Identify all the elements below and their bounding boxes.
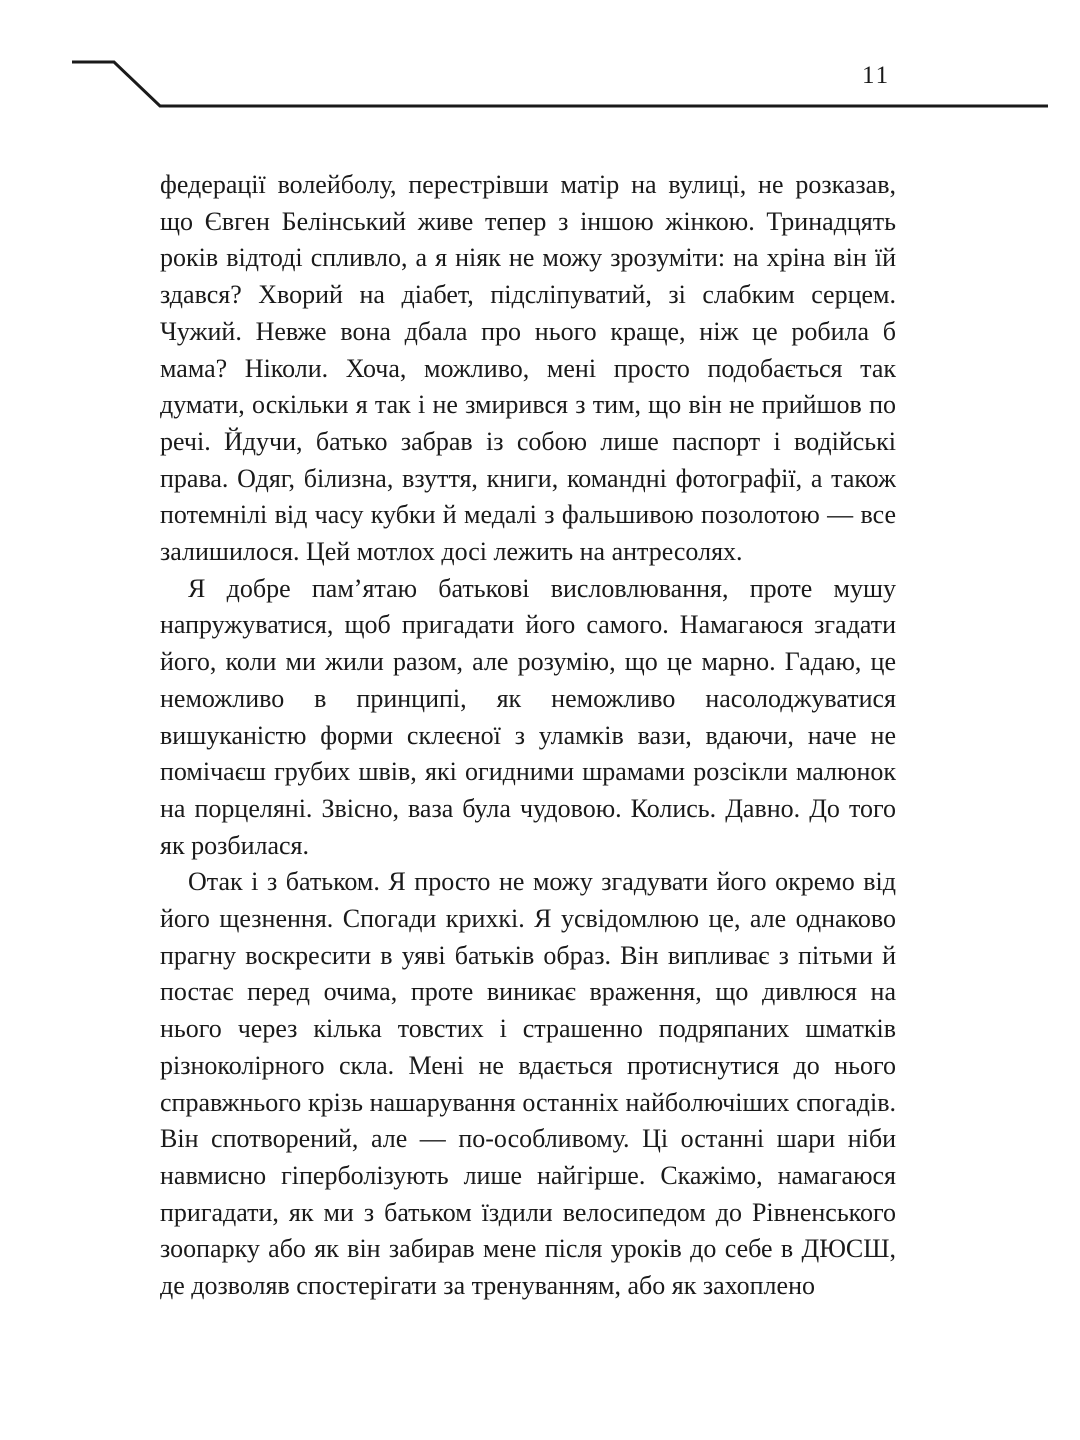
page-header xyxy=(0,0,1080,120)
paragraph-3: Отак і з батьком. Я просто не можу згадувати його окремо від його щезнення. Спогади крихкі. Я усвідомлюю це, але однаково прагну воскресити в уяві батьків образ. Він випливає з пітьми й постає перед очима, проте виникає враження, що дивлюся на нього через кілька товстих і страшенно подряпаних шматків різноколірного скла. Мені не вдається протиснутися до нього справжнього крізь нашарування останніх найболючіших спогадів. Він спотворений, але — по-особливому. Ці останні шари ніби навмисно гіперболізують лише найгірше. Скажімо, намагаюся пригадати, як ми з батьком їздили велосипедом до Рівненського зоопарку або як він забирав мене після уроків до себе в ДЮСШ, де дозволяв спостерігати за тренуванням, або як захоплено xyxy=(160,867,896,1301)
paragraph-1: федерації волейболу, перестрівши матір на вулиці, не розказав, що Євген Белінський живе тепер з іншою жінкою. Тринадцять років відтоді спливло, а я ніяк не можу зрозуміти: на хріна він їй здався? Хворий на діабет, підсліпуватий, зі слабким серцем. Чужий. Невже вона дбала про нього краще, ніж це робила б мама? Ніколи. Хоча, можливо, мені просто подобається так думати, оскільки я так і не змирився з тим, що він не прийшов по речі. Йдучи, батько забрав із собою лише паспорт і водійські права. Одяг, білизна, взуття, книги, командні фотографії, а також потемнілі від часу кубки й медалі з фальшивою позолотою — все залишилося. Цей мотлох досі лежить на антресолях. xyxy=(160,170,896,567)
text-body xyxy=(160,167,896,1305)
page-number: 11 xyxy=(862,62,891,89)
header-rule xyxy=(0,0,1080,120)
paragraph-2: Я добре пам’ятаю батькові висловлювання, проте мушу напружуватися, щоб пригадати його самого. Намагаюся згадати його, коли ми жили разом, але розумію, що це марно. Гадаю, це неможливо в принципі, як неможливо насолоджуватися вишуканістю форми склеєної з уламків вази, вдаючи, наче не помічаєш грубих швів, які огидними шрамами розсікли малюнок на порцеляні. Звісно, ваза була чудовою. Колись. Давно. До того як розбилася. xyxy=(160,573,896,860)
